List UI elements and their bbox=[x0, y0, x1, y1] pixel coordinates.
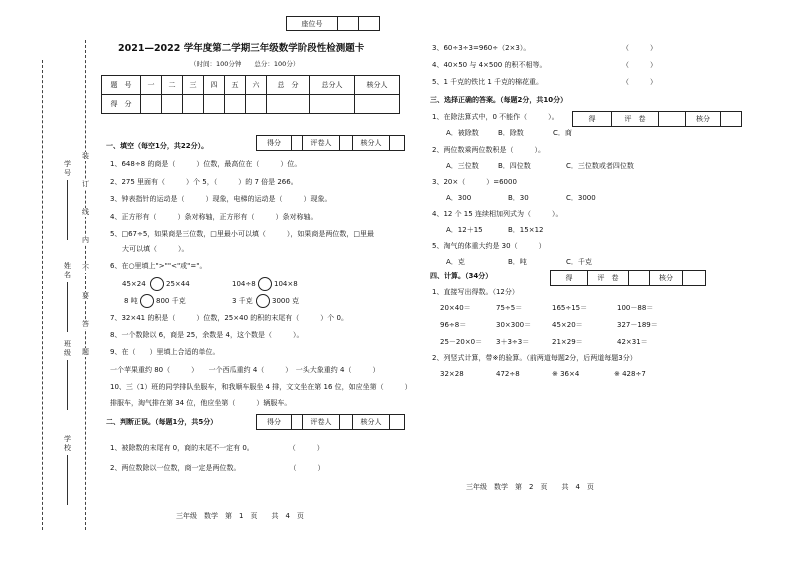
calc-item[interactable]: 327－189＝ bbox=[617, 321, 658, 329]
header-cell: 核分人 bbox=[355, 76, 400, 95]
calc-item[interactable]: 96÷8＝ bbox=[440, 321, 467, 329]
seal-char: 订 bbox=[82, 180, 89, 188]
choice-4-text: 4、12 个 15 连续相加列式为（ ）。 bbox=[432, 210, 563, 218]
choice-option[interactable]: A．克 bbox=[446, 258, 465, 266]
grader-checker-label: 核分 bbox=[686, 112, 721, 127]
vertical-calc-item[interactable]: 472÷8 bbox=[496, 370, 520, 378]
score-cell[interactable] bbox=[355, 95, 400, 114]
q7-text: 7、32×41 的积是（ ）位数，25×40 的积的末尾有（ ）个 0。 bbox=[110, 314, 348, 322]
choice-2-text: 2、两位数乘两位数积是（ ）。 bbox=[432, 146, 545, 154]
choice-option[interactable]: A．300 bbox=[446, 194, 472, 202]
calc-item[interactable]: 3＋3÷3＝ bbox=[496, 338, 530, 346]
header-cell: 四 bbox=[204, 76, 225, 95]
grader-cell[interactable] bbox=[292, 415, 303, 430]
q1-text: 1、648÷8 的商是（ ）位数，最高位在（ ）位。 bbox=[110, 160, 302, 168]
q9-text: 9、在（ ）里填上合适的单位。 bbox=[110, 348, 220, 356]
school-label: 学校 bbox=[64, 435, 71, 452]
q8-text: 8、一个数除以 6，商是 25，余数是 4，这个数是（ ）。 bbox=[110, 331, 304, 339]
grader-checker-label: 核分人 bbox=[353, 415, 390, 430]
score-cell[interactable] bbox=[162, 95, 183, 114]
cut-line bbox=[42, 60, 43, 530]
judge-5-text: 5、1 千克的铁比 1 千克的棉花重。 bbox=[432, 78, 544, 86]
grader-cell[interactable] bbox=[340, 415, 353, 430]
choice-option[interactable]: B．除数 bbox=[498, 129, 524, 137]
calc-item[interactable]: 20×40＝ bbox=[440, 304, 471, 312]
compare-circle[interactable] bbox=[258, 277, 272, 291]
q3-text: 3、钟表指针的运动是（ ）现象，电梯的运动是（ ）现象。 bbox=[110, 195, 332, 203]
seat-cell[interactable] bbox=[359, 17, 380, 31]
choice-option[interactable]: B．吨 bbox=[508, 258, 527, 266]
judge-1-text: 1、被除数的末尾有 0，商的末尾不一定有 0。 （ ） bbox=[110, 444, 324, 452]
name-label: 姓名 bbox=[64, 262, 71, 279]
seal-char: 题 bbox=[82, 348, 89, 356]
grader-cell[interactable] bbox=[721, 112, 742, 127]
score-cell[interactable] bbox=[183, 95, 204, 114]
judge-blank[interactable]: （ ） bbox=[622, 61, 657, 69]
school-field[interactable] bbox=[67, 455, 68, 505]
seal-char: 不 bbox=[82, 264, 89, 272]
section-3-heading: 三、选择正确的答案。（每题2分，共10分） bbox=[430, 96, 568, 104]
seal-char: 答 bbox=[82, 320, 89, 328]
q9-items: 一个苹果重约 80（ ） 一个西瓜重约 4（ ） 一头大象重约 4（ ） bbox=[110, 366, 380, 374]
calc-item[interactable]: 25－20×0＝ bbox=[440, 338, 483, 346]
seal-char: 线 bbox=[82, 208, 89, 216]
choice-3-text: 3、20×（ ）=6000 bbox=[432, 178, 517, 186]
score-cell[interactable] bbox=[204, 95, 225, 114]
header-cell: 总 分 bbox=[267, 76, 310, 95]
q6-text: 6、在○里填上">""<"或"="。 bbox=[110, 262, 207, 270]
grader-score-label: 得 bbox=[551, 271, 588, 286]
calc-item[interactable]: 30×300＝ bbox=[496, 321, 532, 329]
score-cell[interactable] bbox=[267, 95, 310, 114]
grader-score-label: 得 bbox=[573, 112, 612, 127]
header-cell: 三 bbox=[183, 76, 204, 95]
grader-cell[interactable] bbox=[683, 271, 706, 286]
calc-item[interactable]: 165÷15＝ bbox=[552, 304, 588, 312]
grader-checker-label: 核分 bbox=[650, 271, 683, 286]
grader-cell[interactable] bbox=[659, 112, 686, 127]
calc-item[interactable]: 100－88＝ bbox=[617, 304, 654, 312]
section-4-heading: 四、计算。（34分） bbox=[430, 272, 493, 280]
calc-item[interactable]: 75÷5＝ bbox=[496, 304, 523, 312]
choice-option[interactable]: C．三位数或者四位数 bbox=[566, 162, 634, 170]
student-no-field[interactable] bbox=[67, 180, 68, 240]
q4-text: 4、正方形有（ ）条对称轴，正方形有（ ）条对称轴。 bbox=[110, 213, 318, 221]
compare-circle[interactable] bbox=[150, 277, 164, 291]
compare-left: 104÷8 bbox=[232, 280, 256, 288]
choice-option[interactable]: C．千克 bbox=[566, 258, 592, 266]
seal-line bbox=[85, 40, 86, 530]
header-cell: 总分人 bbox=[310, 76, 355, 95]
grader-box-2 bbox=[256, 414, 405, 430]
grader-cell[interactable] bbox=[292, 136, 303, 151]
choice-option[interactable]: B．15×12 bbox=[508, 226, 544, 234]
score-cell[interactable] bbox=[225, 95, 246, 114]
grader-reviewer-label: 评卷人 bbox=[303, 136, 340, 151]
grader-cell[interactable] bbox=[340, 136, 353, 151]
header-cell: 六 bbox=[246, 76, 267, 95]
choice-option[interactable]: A．被除数 bbox=[446, 129, 479, 137]
grader-score-label: 得分 bbox=[257, 415, 292, 430]
vertical-calc-item[interactable]: 32×28 bbox=[440, 370, 464, 378]
calc-1-text: 1、直接写出得数。（12分） bbox=[432, 288, 519, 296]
compare-right: 104×8 bbox=[274, 280, 298, 288]
judge-3-text: 3、60÷3÷3=960÷（2×3）。 bbox=[432, 44, 531, 52]
grader-cell[interactable] bbox=[390, 136, 405, 151]
header-cell: 二 bbox=[162, 76, 183, 95]
judge-4-text: 4、40×50 与 4×500 的积不相等。 bbox=[432, 61, 547, 69]
grader-reviewer-label: 评 卷 bbox=[588, 271, 629, 286]
name-field[interactable] bbox=[67, 282, 68, 332]
compare-left: 8 吨 bbox=[124, 297, 138, 305]
section-1-heading: 一、填空（每空1分，共22分）。 bbox=[106, 142, 209, 150]
q10-text-line1: 10、三（1）班的同学排队坐服车，和我顺车服坐 4 排，文文坐在第 16 位，如应坐第（ ） bbox=[110, 383, 412, 391]
choice-option[interactable]: C．3000 bbox=[566, 194, 596, 202]
section-2-heading: 二、判断正误。（每题1分，共5分） bbox=[106, 418, 218, 426]
grader-score-label: 得分 bbox=[257, 136, 292, 151]
exam-meta: （时间：100分钟 总分：100分） bbox=[190, 60, 300, 68]
page-title: 2021—2022 学年度第二学期三年级数学阶段性检测题卡 bbox=[118, 43, 365, 54]
class-field[interactable] bbox=[67, 360, 68, 410]
compare-right: 3000 克 bbox=[272, 297, 300, 305]
choice-option[interactable]: B．四位数 bbox=[498, 162, 531, 170]
compare-right: 25×44 bbox=[166, 280, 190, 288]
seat-label: 座位号 bbox=[287, 17, 338, 31]
calc-item[interactable]: 42×31＝ bbox=[617, 338, 648, 346]
grader-reviewer-label: 评 卷 bbox=[612, 112, 659, 127]
seat-box bbox=[286, 16, 380, 31]
calc-2-text: 2、列竖式计算，带※的验算。（前两道每题2分，后两道每题3分） bbox=[432, 354, 637, 362]
student-no-label: 学号 bbox=[64, 160, 71, 177]
choice-1-text: 1、在除法算式中，0 不能作（ ）。 bbox=[432, 113, 559, 121]
choice-option[interactable]: A．12＋15 bbox=[446, 226, 483, 234]
grader-reviewer-label: 评卷人 bbox=[303, 415, 340, 430]
q10-text-line2: 排服车，淘气排在第 34 位，他应坐第（ ）辆服车。 bbox=[110, 399, 292, 407]
choice-option[interactable]: C．商 bbox=[553, 129, 572, 137]
choice-option[interactable]: A．三位数 bbox=[446, 162, 479, 170]
score-cell[interactable] bbox=[310, 95, 355, 114]
q5-text-line2: 大可以填（ ）。 bbox=[122, 245, 189, 253]
score-cell[interactable] bbox=[246, 95, 267, 114]
vertical-calc-item[interactable]: ※ 428÷7 bbox=[614, 370, 646, 378]
score-table bbox=[101, 75, 400, 114]
q5-text-line1: 5、□67÷5，如果商是三位数，□里最小可以填（ ），如果商是两位数，□里最 bbox=[110, 230, 375, 238]
grader-cell[interactable] bbox=[629, 271, 650, 286]
compare-right: 800 千克 bbox=[156, 297, 186, 305]
judge-blank[interactable]: （ ） bbox=[622, 78, 657, 86]
grader-box-1 bbox=[256, 135, 405, 151]
page-footer-right: 三年级 数学 第 2 页 共 4 页 bbox=[466, 483, 594, 491]
seal-char: 装 bbox=[82, 152, 89, 160]
score-cell[interactable] bbox=[141, 95, 162, 114]
header-cell: 一 bbox=[141, 76, 162, 95]
seal-char: 要 bbox=[82, 292, 89, 300]
header-cell: 题 号 bbox=[102, 76, 141, 95]
q2-text: 2、275 里面有（ ）个 5，（ ）的 7 倍是 266。 bbox=[110, 178, 298, 186]
grader-box-3 bbox=[572, 111, 742, 127]
compare-left: 3 千克 bbox=[232, 297, 253, 305]
compare-circle[interactable] bbox=[256, 294, 270, 308]
grader-cell[interactable] bbox=[390, 415, 405, 430]
calc-item[interactable]: 21×29＝ bbox=[552, 338, 583, 346]
choice-5-text: 5、淘气的体重大约是 30（ ） bbox=[432, 242, 546, 250]
compare-circle[interactable] bbox=[140, 294, 154, 308]
seat-cell[interactable] bbox=[338, 17, 359, 31]
vertical-calc-item[interactable]: ※ 36×4 bbox=[552, 370, 580, 378]
judge-blank[interactable]: （ ） bbox=[622, 44, 657, 52]
grader-box-4 bbox=[550, 270, 706, 286]
score-row-label: 得 分 bbox=[102, 95, 141, 114]
grader-checker-label: 核分人 bbox=[353, 136, 390, 151]
calc-item[interactable]: 45×20＝ bbox=[552, 321, 583, 329]
choice-option[interactable]: B．30 bbox=[508, 194, 529, 202]
seal-char: 内 bbox=[82, 236, 89, 244]
page-footer-left: 三年级 数学 第 1 页 共 4 页 bbox=[176, 512, 304, 520]
class-label: 班级 bbox=[64, 340, 71, 357]
judge-2-text: 2、两位数除以一位数，商一定是两位数。 （ ） bbox=[110, 464, 325, 472]
compare-left: 45×24 bbox=[122, 280, 146, 288]
header-cell: 五 bbox=[225, 76, 246, 95]
